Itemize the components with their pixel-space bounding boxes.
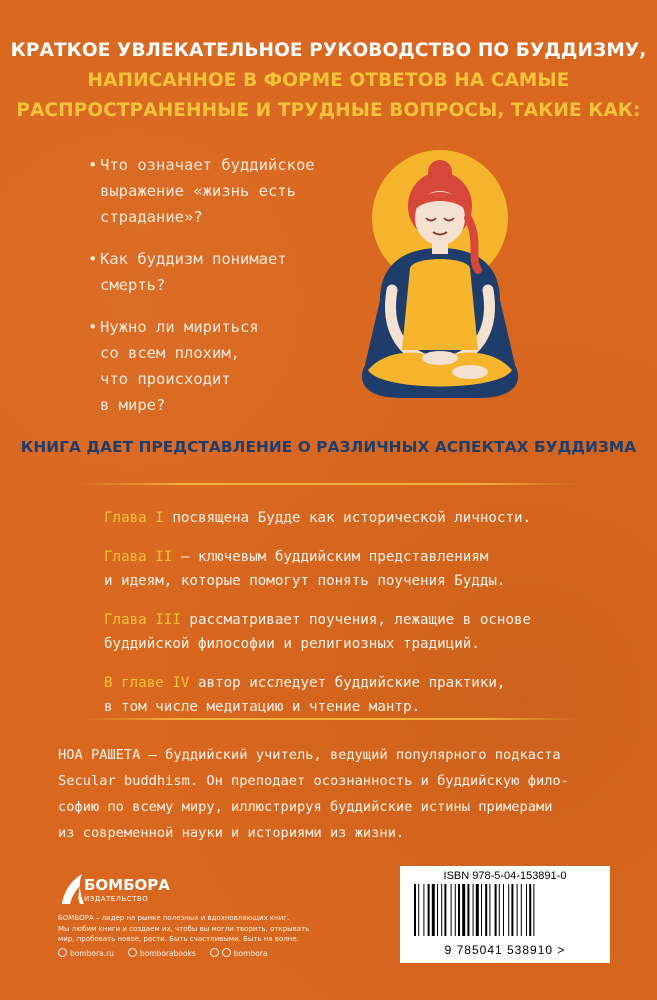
question-line: со всем плохим, (100, 344, 240, 362)
divider-bottom (80, 718, 580, 720)
globe-icon (58, 948, 67, 957)
author-line: Secular buddhism. Он преподает осознанность и буддийскую фило- (58, 773, 569, 789)
question-line: в мире? (100, 396, 166, 414)
social-website[interactable]: bombora.ru (58, 948, 114, 958)
author-line: НОА РАШЕТА – буддийский учитель, ведущий популярного подкаста (58, 747, 561, 763)
question-line: страдание»? (100, 208, 203, 226)
chapter-text: рассматривает поучения, лежащие в основе (180, 612, 532, 628)
vk-icon (128, 948, 137, 957)
foot (452, 365, 488, 379)
chapter-item (104, 608, 574, 656)
bullet: • (88, 250, 98, 268)
headline (0, 36, 657, 126)
telegram-icon (222, 948, 231, 957)
torso (402, 259, 478, 350)
chapter-label: Глава I (104, 510, 164, 526)
author-line: из современной науки и историями из жизни. (58, 825, 405, 841)
social-youtube-telegram[interactable]: bombora (210, 948, 268, 958)
bullet: • (88, 318, 98, 336)
question-item (88, 314, 335, 418)
chapter-label: Глава III (104, 612, 181, 628)
youtube-icon (210, 948, 219, 957)
question-item (88, 152, 335, 230)
isbn-barcode-box (400, 866, 610, 963)
question-line: что происходит (100, 370, 231, 388)
chapter-text: – ключевым буддийским представлениям (172, 549, 489, 565)
social-links (58, 948, 358, 958)
chapter-label: Глава II (104, 549, 173, 565)
chapter-text-continued: и идеям, которые помогут понять поучения Будды. (104, 573, 506, 589)
headline-line-1: КРАТКОЕ УВЛЕКАТЕЛЬНОЕ РУКОВОДСТВО ПО БУДДИЗМУ, (10, 40, 647, 61)
isbn-label: ISBN 978-5-04-153891-0 (443, 870, 567, 882)
chapter-text-continued: буддийской философии и религиозных традиций. (104, 636, 480, 652)
meditating-buddha-illustration (340, 140, 540, 410)
publisher-name: БОМБОРА (84, 876, 170, 894)
social-vk[interactable]: bomborabooks (128, 948, 196, 958)
headline-line-2: НАПИСАННОЕ В ФОРМЕ ОТВЕТОВ НА САМЫЕ (87, 70, 570, 91)
publisher-blurb (58, 913, 328, 945)
author-line: софию по всему миру, иллюстрируя буддийские истины примерами (58, 799, 553, 815)
chapter-text-continued: в том числе медитацию и чтение мантр. (104, 699, 421, 715)
subheading: КНИГА ДАЕТ ПРЕДСТАВЛЕНИЕ О РАЗЛИЧНЫХ АСПЕКТАХ БУДДИЗМА (20, 438, 637, 456)
chapter-text: автор исследует буддийские практики, (189, 675, 506, 691)
question-item (88, 246, 335, 298)
chapter-item (104, 506, 574, 530)
question-line: Нужно ли мириться (100, 318, 259, 336)
hands (422, 351, 458, 365)
chapter-text: посвящена Будде как исторической личности. (163, 510, 532, 526)
barcode-icon (408, 882, 602, 938)
isbn-digits: 9 785041 538910 > (444, 943, 566, 957)
chapter-label: В главе IV (104, 675, 190, 691)
headline-line-3: РАСПРОСТРАНЕННЫЕ И ТРУДНЫЕ ВОПРОСЫ, ТАКИЕ КАК: (16, 100, 641, 121)
hair-bun (428, 160, 452, 184)
divider-top (80, 483, 580, 485)
questions-list (88, 152, 335, 434)
blurb-line: Мы любим книги и создаем их, чтобы вы могли творить, открывать (58, 924, 310, 933)
question-line: Что означает буддийское (100, 156, 315, 174)
question-line: Как буддизм понимает (100, 250, 287, 268)
question-line: смерть? (100, 276, 166, 294)
blurb-line: БОМБОРА – лидер на рынке полезных и вдохновляющих книг. (58, 914, 290, 922)
blurb-line: мир, пробовать новое, расти. Быть счастливыми. Быть на волне. (58, 935, 299, 943)
author-bio (58, 742, 618, 846)
chapters-list (104, 506, 574, 734)
chapter-item (104, 671, 574, 719)
publisher-subtitle: ИЗДАТЕЛЬСТВО (84, 895, 149, 903)
question-line: выражение «жизнь есть (100, 182, 296, 200)
bullet: • (88, 156, 98, 174)
chapter-item (104, 545, 574, 593)
